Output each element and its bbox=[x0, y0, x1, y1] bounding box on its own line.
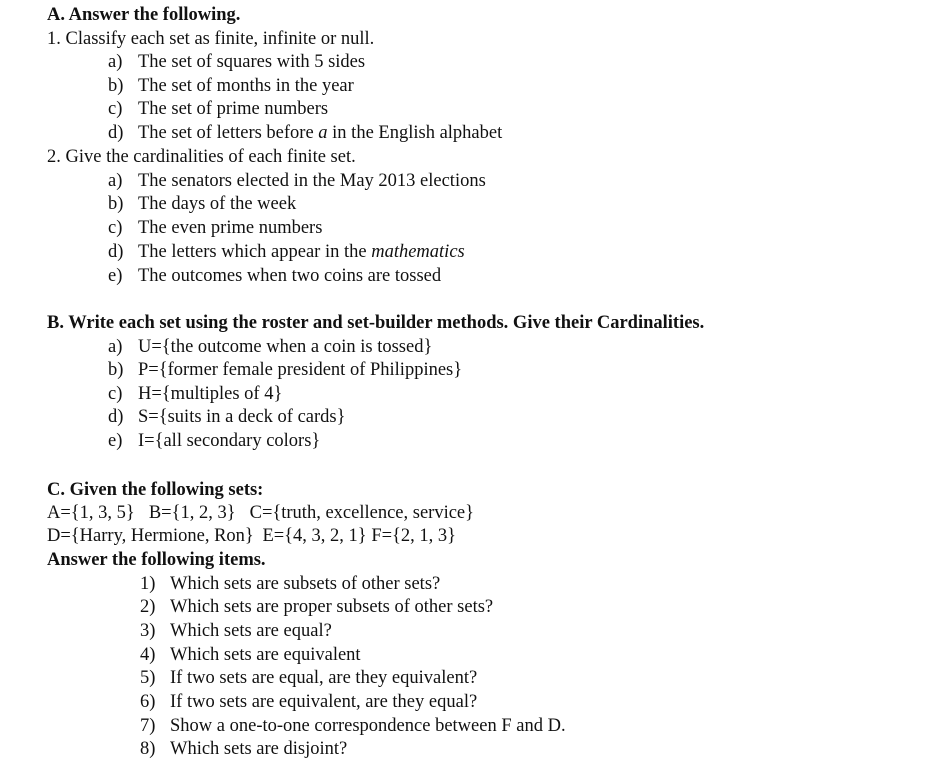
question-1-prompt: 1. Classify each set as finite, infinite or null. bbox=[47, 29, 375, 49]
item-label: d) bbox=[108, 407, 124, 427]
section-b-heading: B. Write each set using the roster and set-builder methods. Give their Cardinalities. bbox=[47, 313, 705, 333]
list-item bbox=[108, 265, 441, 287]
list-item bbox=[108, 336, 432, 358]
sets-row-2 bbox=[47, 525, 456, 547]
set-d: D={Harry, Hermione, Ron} bbox=[47, 526, 254, 546]
item-text-after: in the English alphabet bbox=[327, 123, 503, 143]
item-label: 5) bbox=[140, 668, 156, 688]
list-item bbox=[140, 573, 440, 595]
list-item bbox=[140, 715, 566, 737]
item-label: 6) bbox=[140, 692, 156, 712]
set-c: C={truth, excellence, service} bbox=[249, 503, 475, 523]
item-text: Which sets are disjoint? bbox=[170, 739, 348, 759]
list-item bbox=[108, 406, 346, 428]
item-label: 3) bbox=[140, 621, 156, 641]
list-item bbox=[140, 691, 477, 713]
item-text: The set of squares with 5 sides bbox=[138, 52, 366, 72]
item-text: If two sets are equivalent, are they equal? bbox=[170, 692, 478, 712]
item-label: b) bbox=[108, 360, 124, 380]
list-item bbox=[140, 644, 361, 666]
item-label: 2) bbox=[140, 597, 156, 617]
item-text: U={the outcome when a coin is tossed} bbox=[138, 337, 433, 357]
item-text: The set of months in the year bbox=[138, 76, 354, 96]
item-text: S={suits in a deck of cards} bbox=[138, 407, 346, 427]
item-label: a) bbox=[108, 337, 123, 357]
item-label: a) bbox=[108, 52, 123, 72]
set-e: E={4, 3, 2, 1} bbox=[262, 526, 367, 546]
list-item bbox=[108, 51, 365, 73]
item-text: Which sets are equal? bbox=[170, 621, 332, 641]
item-italic: mathematics bbox=[371, 242, 465, 262]
item-text-before: The set of letters before bbox=[138, 123, 319, 143]
item-label: c) bbox=[108, 218, 123, 238]
item-text: The senators elected in the May 2013 elections bbox=[138, 171, 486, 191]
item-label: d) bbox=[108, 242, 124, 262]
list-item bbox=[108, 193, 296, 215]
item-text: Show a one-to-one correspondence between F and D. bbox=[170, 716, 566, 736]
item-text: The set of prime numbers bbox=[138, 99, 329, 119]
item-text: P={former female president of Philippines} bbox=[138, 360, 463, 380]
item-text: H={multiples of 4} bbox=[138, 384, 283, 404]
item-label: e) bbox=[108, 431, 123, 451]
set-f: F={2, 1, 3} bbox=[371, 526, 457, 546]
item-label: 7) bbox=[140, 716, 156, 736]
item-label: 8) bbox=[140, 739, 156, 759]
section-a-heading: A. Answer the following. bbox=[47, 5, 241, 25]
list-item bbox=[108, 217, 322, 239]
item-label: e) bbox=[108, 266, 123, 286]
list-item bbox=[108, 98, 328, 120]
item-text: The days of the week bbox=[138, 194, 297, 214]
item-text: The outcomes when two coins are tossed bbox=[138, 266, 442, 286]
item-text: If two sets are equal, are they equivalent? bbox=[170, 668, 478, 688]
item-italic: a bbox=[318, 123, 328, 143]
item-label: 1) bbox=[140, 574, 156, 594]
list-item bbox=[140, 596, 493, 618]
item-label: a) bbox=[108, 171, 123, 191]
item-text: Which sets are subsets of other sets? bbox=[170, 574, 441, 594]
question-2-prompt: 2. Give the cardinalities of each finite set. bbox=[47, 147, 356, 167]
list-item bbox=[140, 667, 477, 689]
section-c-subheading: Answer the following items. bbox=[47, 550, 266, 570]
item-label: d) bbox=[108, 123, 124, 143]
set-a: A={1, 3, 5} bbox=[47, 503, 135, 523]
list-item bbox=[108, 383, 282, 405]
sets-row-1 bbox=[47, 502, 474, 524]
section-c-heading: C. Given the following sets: bbox=[47, 480, 264, 500]
item-label: c) bbox=[108, 384, 123, 404]
list-item bbox=[140, 620, 332, 642]
item-text: Which sets are proper subsets of other sets? bbox=[170, 597, 494, 617]
item-label: 4) bbox=[140, 645, 156, 665]
item-label: c) bbox=[108, 99, 123, 119]
list-item bbox=[108, 430, 320, 452]
list-item bbox=[108, 241, 465, 263]
list-item bbox=[108, 170, 486, 192]
item-text: Which sets are equivalent bbox=[170, 645, 361, 665]
list-item bbox=[108, 359, 462, 381]
item-text: I={all secondary colors} bbox=[138, 431, 321, 451]
item-label: b) bbox=[108, 194, 124, 214]
item-text: The even prime numbers bbox=[138, 218, 323, 238]
list-item bbox=[140, 738, 347, 760]
set-b: B={1, 2, 3} bbox=[148, 503, 236, 523]
list-item bbox=[108, 122, 502, 144]
item-text-before: The letters which appear in the bbox=[138, 242, 372, 262]
item-label: b) bbox=[108, 76, 124, 96]
list-item bbox=[108, 75, 354, 97]
